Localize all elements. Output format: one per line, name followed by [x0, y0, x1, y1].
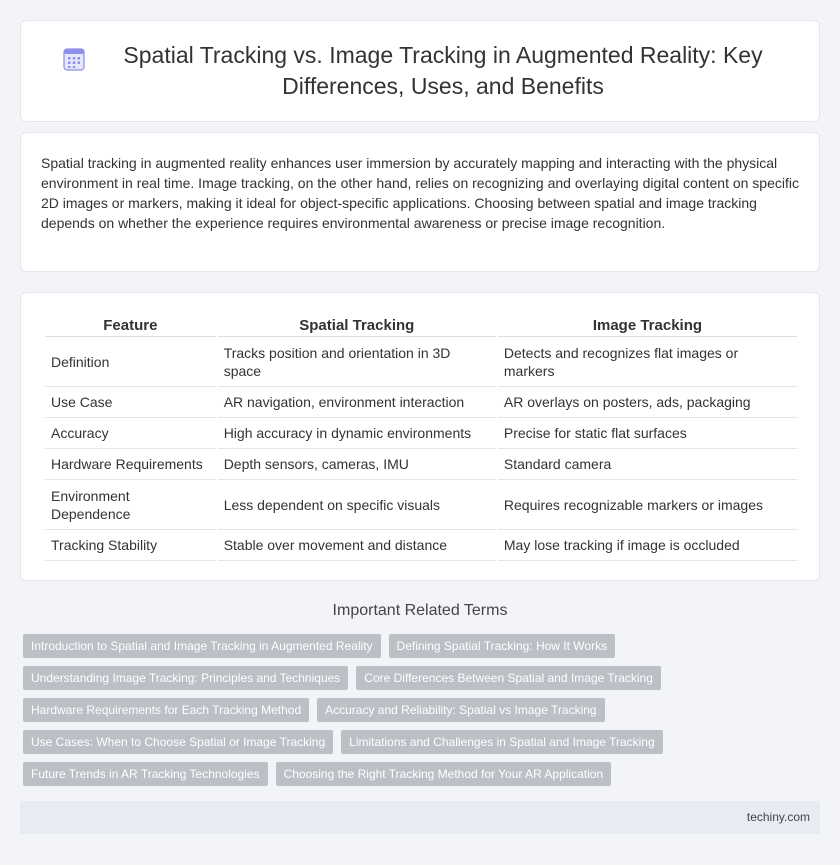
- tag-row: [23, 634, 823, 658]
- related-term-link[interactable]: Understanding Image Tracking: Principles and Techniques: [23, 666, 348, 690]
- table-cell: Hardware Requirements: [45, 449, 216, 480]
- table-row: [45, 530, 797, 561]
- table-row: [45, 449, 797, 480]
- table-cell: May lose tracking if image is occluded: [498, 530, 797, 561]
- related-term-link[interactable]: Future Trends in AR Tracking Technologies: [23, 762, 268, 786]
- table-row: [45, 387, 797, 418]
- table-cell: Depth sensors, cameras, IMU: [218, 449, 496, 480]
- table-cell: Tracking Stability: [45, 530, 216, 561]
- table-row: [45, 337, 797, 387]
- comparison-table-card: [20, 292, 820, 581]
- header-spatial-tracking: Spatial Tracking: [218, 315, 496, 337]
- table-cell: Detects and recognizes flat images or markers: [498, 337, 797, 387]
- table-cell: AR navigation, environment interaction: [218, 387, 496, 418]
- table-cell: Standard camera: [498, 449, 797, 480]
- table-header-row: [45, 315, 797, 337]
- table-cell: AR overlays on posters, ads, packaging: [498, 387, 797, 418]
- table-cell: Accuracy: [45, 418, 216, 449]
- table-cell: Stable over movement and distance: [218, 530, 496, 561]
- page-title: Spatial Tracking vs. Image Tracking in Augmented Reality: Key Differences, Uses, and Benefits: [123, 42, 763, 99]
- table-cell: Requires recognizable markers or images: [498, 480, 797, 530]
- title-wrap: [61, 40, 779, 102]
- table-cell: Tracks position and orientation in 3D space: [218, 337, 496, 387]
- table-cell: Environment Dependence: [45, 480, 216, 530]
- tag-row: [23, 730, 823, 754]
- related-term-link[interactable]: Hardware Requirements for Each Tracking Method: [23, 698, 309, 722]
- comparison-table: [43, 315, 799, 561]
- title-card: [20, 20, 820, 122]
- related-term-link[interactable]: Choosing the Right Tracking Method for Your AR Application: [276, 762, 612, 786]
- header-feature: Feature: [45, 315, 216, 337]
- related-terms-title: Important Related Terms: [332, 602, 508, 619]
- related-term-link[interactable]: Accuracy and Reliability: Spatial vs Image Tracking: [317, 698, 604, 722]
- related-term-link[interactable]: Defining Spatial Tracking: How It Works: [389, 634, 616, 658]
- related-terms-list: [23, 634, 823, 794]
- table-cell: High accuracy in dynamic environments: [218, 418, 496, 449]
- footer: [20, 801, 820, 834]
- tag-row: [23, 762, 823, 786]
- related-term-link[interactable]: Use Cases: When to Choose Spatial or Image Tracking: [23, 730, 333, 754]
- document-grid-icon: [61, 46, 87, 72]
- header-image-tracking: Image Tracking: [498, 315, 797, 337]
- footer-brand[interactable]: techiny.com: [746, 810, 810, 824]
- table-cell: Definition: [45, 337, 216, 387]
- tag-row: [23, 666, 823, 690]
- intro-paragraph: Spatial tracking in augmented reality enhances user immersion by accurately mapping and interacting with the physical environment in real time. Image tracking, on the other hand, relies on recognizing and overlaying digital content on specific 2D images or markers, making it ideal for object-specific applications. Choosing between spatial and image tracking depends on whether the experience requires environmental awareness or precise image recognition.: [41, 155, 799, 231]
- tag-row: [23, 698, 823, 722]
- intro-card: [20, 132, 820, 272]
- related-term-link[interactable]: Introduction to Spatial and Image Tracking in Augmented Reality: [23, 634, 381, 658]
- table-row: [45, 480, 797, 530]
- table-cell: Use Case: [45, 387, 216, 418]
- table-row: [45, 418, 797, 449]
- table-cell: Less dependent on specific visuals: [218, 480, 496, 530]
- table-cell: Precise for static flat surfaces: [498, 418, 797, 449]
- related-term-link[interactable]: Limitations and Challenges in Spatial and Image Tracking: [341, 730, 663, 754]
- related-term-link[interactable]: Core Differences Between Spatial and Image Tracking: [356, 666, 661, 690]
